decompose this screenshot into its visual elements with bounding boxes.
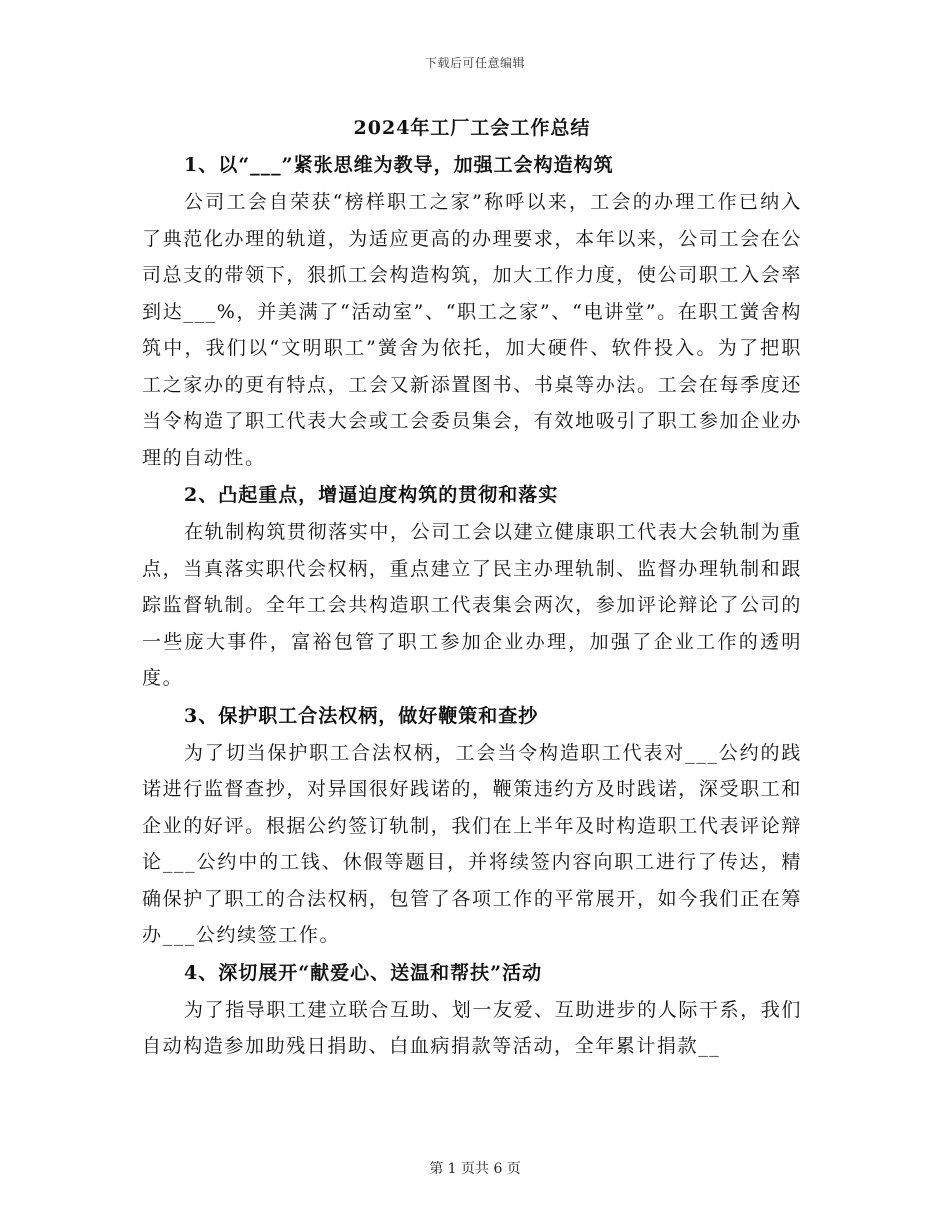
page-header-note: 下载后可任意编辑 bbox=[424, 56, 525, 70]
section-heading: 4、深切展开“献爱心、送温和帮扶”活动 bbox=[184, 961, 543, 984]
section-3 bbox=[142, 697, 802, 954]
section-paragraph: 在轨制构筑贯彻落实中，公司工会以建立健康职工代表大会轨制为重点，当真落实职代会权柄，重点建立了民主办理轨制、监督办理轨制和跟踪监督轨制。全年工会共构造职工代表集会两次，参加评论辩论了公司的一些庞大事件，富裕包管了职工参加企业办理，加强了企业工作的透明度。 bbox=[142, 521, 803, 689]
section-heading: 2、凸起重点，增逼迫度构筑的贯彻和落实 bbox=[184, 484, 559, 506]
section-1 bbox=[142, 146, 802, 476]
section-2 bbox=[142, 476, 802, 697]
page-number: 第 1 页共 6 页 bbox=[429, 1161, 521, 1177]
section-paragraph: 公司工会自荣获“榜样职工之家”称呼以来，工会的办理工作已纳入了典范化办理的轨道，为适应更高的办理要求，本年以来，公司工会在公司总支的带领下，狠抓工会构造构筑，加大工作力度，使公司职工入会率到达___%，并美满了“活动室”、“职工之家”、“电讲堂”。在职工黉舍构筑中，我们以“文明职工”黉舍为依托，加大硬件、软件投入。为了把职工之家办的更有特点，工会又新添置图书、书桌等办法。工会在每季度还当令构造了职工代表大会或工会委员集会，有效地吸引了职工参加企业办理的自动性。 bbox=[142, 191, 802, 469]
document-title: 2024年工厂工会工作总结 bbox=[353, 117, 591, 139]
section-4 bbox=[142, 954, 802, 1065]
section-heading: 1、以“___”紧张思维为教导，加强工会构造构筑 bbox=[184, 154, 614, 176]
section-paragraph: 为了指导职工建立联合互助、划一友爱、互助进步的人际干系，我们自动构造参加助残日捐助、白血病捐款等活动，全年累计捐款__ bbox=[142, 998, 803, 1057]
document-body bbox=[142, 112, 802, 1065]
section-heading: 3、保护职工合法权柄，做好鞭策和查抄 bbox=[184, 704, 539, 727]
section-paragraph: 为了切当保护职工合法权柄，工会当令构造职工代表对___公约的践诺进行监督查抄，对异国很好践诺的，鞭策违约方及时践诺，深受职工和企业的好评。根据公约签订轨制，我们在上半年及时构造职工代表评论辩论___公约中的工钱、休假等题目，并将续签内容向职工进行了传达，精确保护了职工的合法权柄，包管了各项工作的平常展开，如今我们正在筹办___公约续签工作。 bbox=[142, 741, 802, 946]
